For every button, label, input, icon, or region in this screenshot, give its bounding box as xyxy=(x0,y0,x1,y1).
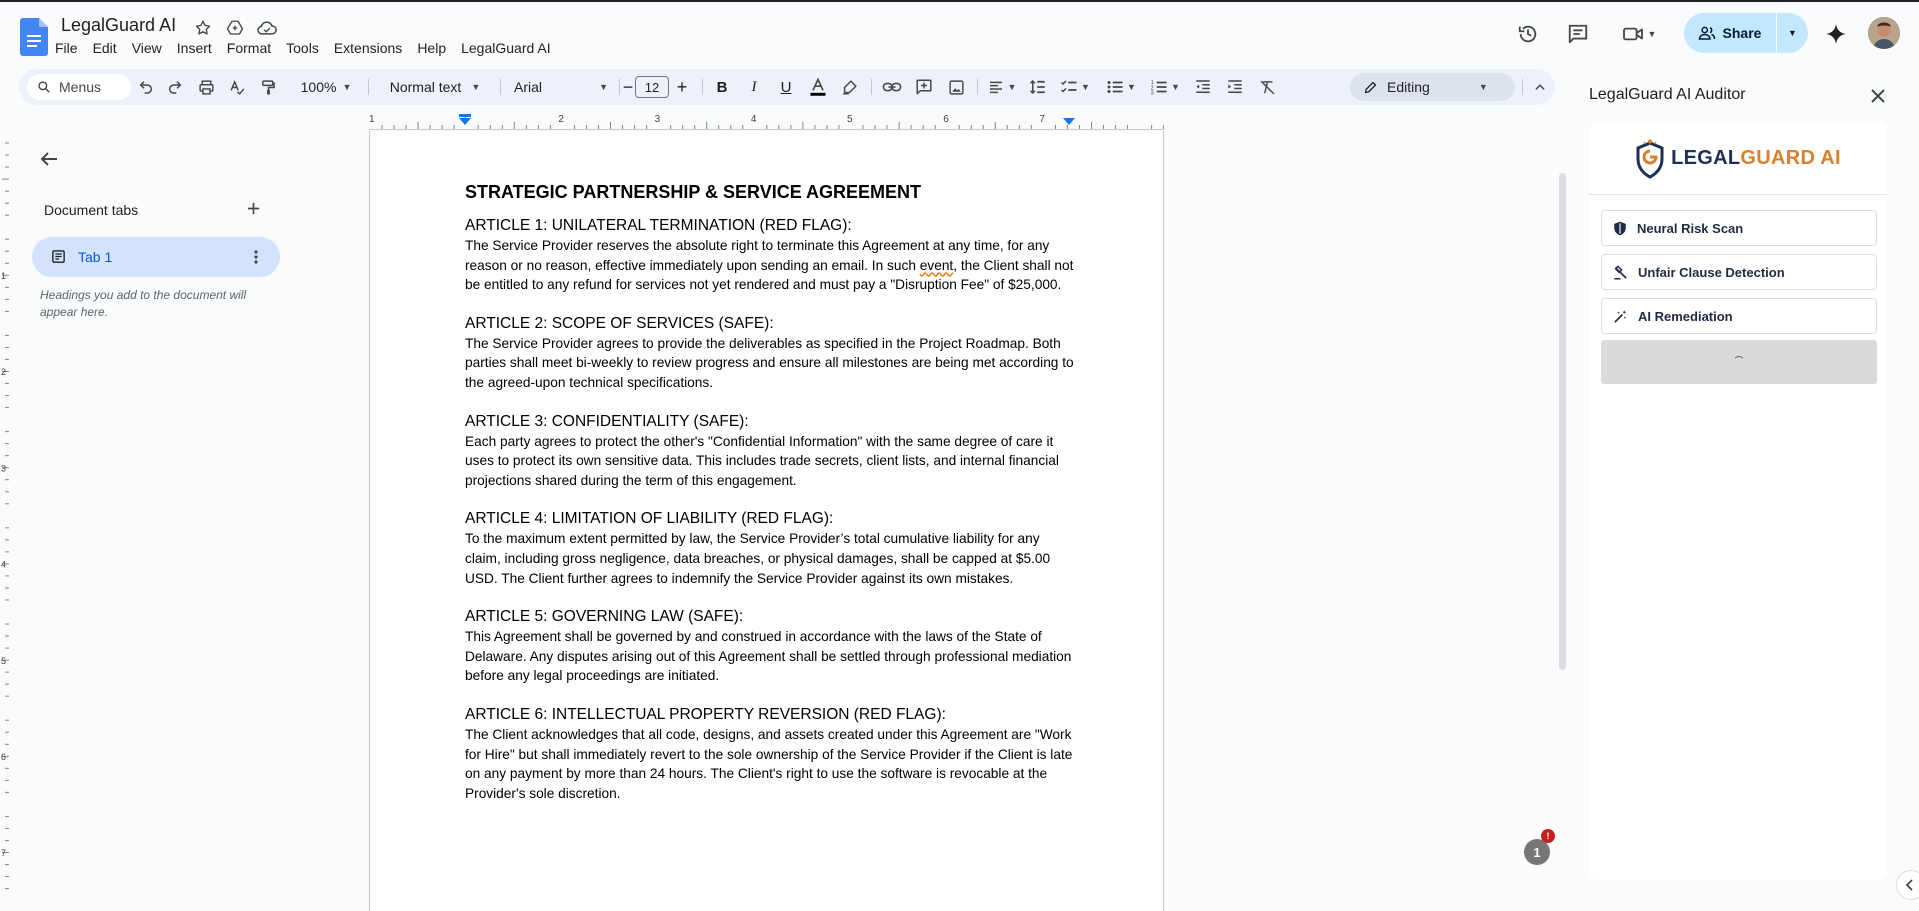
share-button[interactable] xyxy=(1684,13,1775,53)
ruler-number: 3 xyxy=(654,114,661,125)
vruler-number: 7 xyxy=(1,848,7,859)
article-title: ARTICLE 3: CONFIDENTIALITY (SAFE): xyxy=(465,412,749,430)
vruler-number: 2 xyxy=(1,367,7,378)
toolbar-divider xyxy=(368,79,369,95)
document-heading: STRATEGIC PARTNERSHIP & SERVICE AGREEMENT xyxy=(465,182,922,202)
article-title: ARTICLE 1: UNILATERAL TERMINATION (RED FLAG): xyxy=(465,217,852,234)
share-dropdown-button[interactable] xyxy=(1777,13,1808,53)
gavel-icon xyxy=(1613,265,1628,280)
menu-help[interactable]: Help xyxy=(417,40,447,56)
editing-mode-value: Editing xyxy=(1387,79,1430,95)
run-analysis-button-loading[interactable] xyxy=(1601,340,1877,384)
bulleted-list-select[interactable] xyxy=(1103,69,1139,105)
comments-icon[interactable] xyxy=(1560,16,1596,52)
version-history-icon[interactable] xyxy=(1510,16,1546,52)
spelling-suggestion-word[interactable]: event xyxy=(919,257,954,273)
gemini-sparkle-icon[interactable] xyxy=(1818,16,1854,52)
font-size-input[interactable]: 12 xyxy=(635,76,669,98)
ruler-number: 4 xyxy=(750,114,757,125)
add-tab-plus-icon[interactable] xyxy=(244,199,262,217)
editing-mode-select[interactable] xyxy=(1350,73,1515,101)
vruler-number: 5 xyxy=(1,655,7,666)
text-color-icon[interactable] xyxy=(805,69,831,105)
ruler-number: 6 xyxy=(943,114,949,125)
paragraph-style-value: Normal text xyxy=(389,79,462,95)
menu-edit[interactable]: Edit xyxy=(92,40,117,56)
auditor-card xyxy=(1589,123,1887,879)
tab-more-options-icon[interactable] xyxy=(246,247,266,267)
brand-wordmark-part2: GUARD AI xyxy=(1740,147,1841,169)
article-6 xyxy=(465,705,1075,803)
insert-image-icon[interactable] xyxy=(942,69,970,105)
highlight-color-icon[interactable] xyxy=(836,69,862,105)
add-comment-icon[interactable] xyxy=(910,69,938,105)
print-icon[interactable] xyxy=(193,69,219,105)
toolbar-divider xyxy=(871,79,872,95)
horizontal-ruler xyxy=(369,113,1164,131)
brand-wordmark-part1: LEGAL xyxy=(1671,147,1741,169)
legalguard-shield-logo-icon xyxy=(1635,139,1665,179)
meet-chevron-down-icon: ▼ xyxy=(1647,29,1657,39)
share-label: Share xyxy=(1722,25,1762,41)
italic-icon[interactable]: I xyxy=(751,78,757,95)
ai-remediation-option[interactable] xyxy=(1601,298,1877,334)
menu-bar xyxy=(55,39,566,57)
redo-icon[interactable] xyxy=(162,69,188,105)
close-outline-back-arrow-icon[interactable] xyxy=(37,147,61,171)
ruler-number: 5 xyxy=(847,114,853,125)
chevron-down-icon: ▼ xyxy=(599,82,608,92)
chevron-down-icon: ▼ xyxy=(1081,82,1090,92)
comment-alert-badge: ! xyxy=(1541,829,1555,843)
legalguard-brand xyxy=(1589,123,1887,195)
article-title: ARTICLE 2: SCOPE OF SERVICES (SAFE): xyxy=(465,314,774,332)
chevron-down-icon: ▼ xyxy=(1478,82,1488,92)
side-panel-expand-chevron-icon[interactable] xyxy=(1896,870,1919,900)
article-body: The Service Provider agrees to provide the deliverables as specified in the Project Roadmap. Both parties shall meet bi-weekly to review progress and ensure all milestones are being met according to the agreed-upon technical specifications. xyxy=(465,335,1074,390)
option-label: Neural Risk Scan xyxy=(1637,220,1744,236)
font-family-select[interactable] xyxy=(508,69,614,105)
bulleted-list-icon xyxy=(1106,78,1124,96)
article-3 xyxy=(465,412,1075,491)
vruler-number: 4 xyxy=(1,559,7,570)
left-indent-marker[interactable] xyxy=(459,118,471,125)
loading-spinner-icon xyxy=(1733,356,1745,368)
increase-font-size-icon[interactable]: + xyxy=(676,76,688,97)
search-icon xyxy=(37,80,51,94)
chevron-down-icon: ▼ xyxy=(1127,82,1136,92)
people-icon xyxy=(1698,25,1716,41)
menu-format[interactable]: Format xyxy=(226,40,272,56)
ruler-number: 1 xyxy=(369,114,375,125)
document-title[interactable]: LegalGuard AI xyxy=(61,15,177,35)
article-5 xyxy=(465,607,1075,686)
ruler-number: 7 xyxy=(1039,114,1045,125)
first-line-indent-marker[interactable] xyxy=(459,114,471,117)
svg-text:3: 3 xyxy=(1150,90,1154,96)
chevron-down-icon: ▼ xyxy=(1788,28,1797,38)
paint-format-icon[interactable] xyxy=(255,69,281,105)
align-select[interactable] xyxy=(984,69,1020,105)
article-title: ARTICLE 6: INTELLECTUAL PROPERTY REVERSION (RED FLAG): xyxy=(465,705,946,723)
document-scrollbar[interactable] xyxy=(1559,173,1566,670)
font-family-value: Arial xyxy=(514,79,543,95)
vruler-number: 6 xyxy=(1,752,7,762)
star-icon[interactable] xyxy=(192,17,214,39)
article-body: This Agreement shall be governed by and construed in accordance with the laws of the State of Delaware. Any disputes arising out of this Agreement shall be settled through professional mediation before any legal proceedings are initiated. xyxy=(465,629,1072,684)
legalguard-side-panel xyxy=(1574,70,1902,900)
chevron-down-icon: ▼ xyxy=(471,82,481,92)
right-indent-marker[interactable] xyxy=(1063,118,1075,125)
unfair-clause-detection-option[interactable] xyxy=(1601,254,1877,290)
document-tabs-heading: Document tabs xyxy=(44,202,139,218)
search-menus-input[interactable] xyxy=(27,74,131,100)
article-title: ARTICLE 4: LIMITATION OF LIABILITY (RED FLAG): xyxy=(465,510,834,528)
article-2 xyxy=(465,314,1075,393)
vruler-number: 1 xyxy=(1,271,7,281)
toolbar-divider xyxy=(1522,79,1523,95)
line-spacing-icon[interactable] xyxy=(1024,69,1052,105)
checklist-select[interactable] xyxy=(1057,69,1093,105)
article-4 xyxy=(465,509,1075,588)
user-avatar[interactable] xyxy=(1868,17,1900,49)
cloud-saved-icon[interactable] xyxy=(256,17,278,39)
svg-text:2: 2 xyxy=(1150,85,1154,92)
underline-icon[interactable]: U xyxy=(780,78,792,96)
decrease-indent-icon[interactable] xyxy=(1189,69,1217,105)
toolbar-divider xyxy=(500,79,501,95)
formatting-toolbar xyxy=(19,69,1555,105)
zoom-value: 100% xyxy=(300,79,337,95)
decrease-font-size-icon[interactable]: − xyxy=(622,76,634,97)
chevron-down-icon: ▼ xyxy=(342,82,352,92)
paragraph-style-select[interactable] xyxy=(376,69,494,105)
comment-count-badge[interactable]: 1 xyxy=(1524,839,1550,865)
side-panel-title: LegalGuard AI Auditor xyxy=(1589,86,1746,103)
numbered-list-select[interactable] xyxy=(1147,69,1183,105)
meet-video-button[interactable] xyxy=(1617,16,1661,52)
menu-legalguard-ai[interactable]: LegalGuard AI xyxy=(461,40,551,56)
chevron-down-icon: ▼ xyxy=(1171,82,1180,92)
increase-indent-icon[interactable] xyxy=(1221,69,1249,105)
menu-file[interactable]: File xyxy=(55,40,78,56)
article-body: Each party agrees to protect the other's "Confidential Information" with the same degree of care it uses to protect its own sensitive data. This includes trade secrets, client lists, and internal financial projections shared during the term of this engagement. xyxy=(465,433,1059,488)
article-1 xyxy=(465,216,1075,295)
undo-icon[interactable] xyxy=(133,69,159,105)
pencil-icon xyxy=(1363,80,1378,95)
vruler-number: 3 xyxy=(1,463,7,474)
menu-extensions[interactable]: Extensions xyxy=(333,40,403,56)
option-label: Unfair Clause Detection xyxy=(1638,264,1785,280)
document-body[interactable] xyxy=(465,182,1075,822)
toolbar-divider xyxy=(977,79,978,95)
close-panel-icon[interactable] xyxy=(1866,84,1890,108)
zoom-select[interactable] xyxy=(291,69,361,105)
bold-icon[interactable]: B xyxy=(716,78,728,96)
tab-label: Tab 1 xyxy=(78,249,113,265)
chevron-down-icon: ▼ xyxy=(1007,82,1017,92)
shield-icon xyxy=(1613,221,1627,236)
ruler-number: 2 xyxy=(558,114,564,125)
svg-text:1: 1 xyxy=(1150,80,1154,86)
brand-wordmark xyxy=(1671,147,1841,170)
article-body xyxy=(465,236,1075,295)
numbered-list-icon xyxy=(1150,78,1168,96)
article-body: To the maximum extent permitted by law, the Service Provider’s total cumulative liability for any claim, including gross negligence, data breaches, or physical damages, shall be capped at $5.00 USD. The Client further agrees to indemnify the Service Provider against its own mistakes. xyxy=(465,531,1051,586)
search-menus-label: Menus xyxy=(59,79,102,95)
vertical-ruler xyxy=(0,131,12,911)
insert-link-icon[interactable] xyxy=(878,69,906,105)
article-body: The Client acknowledges that all code, designs, and assets created under this Agreement are "Work for Hire" but shall immediately revert to the sole ownership of the Service Provider if the Client is late on any payment by more than 24 hours. The Client's right to use the software is revocable at the Provider's sole discretion. xyxy=(465,726,1073,801)
share-button-group xyxy=(1684,13,1808,53)
tab-1[interactable] xyxy=(32,237,280,277)
align-left-icon xyxy=(988,79,1004,95)
tab-document-icon xyxy=(51,249,66,264)
article-title: ARTICLE 5: GOVERNING LAW (SAFE): xyxy=(465,608,744,626)
article-body-text: The Service Provider reserves the absolute right to terminate this Agreement at any time, for any reason or no reason, effective immediately upon sending an email. In such xyxy=(465,238,1050,273)
neural-risk-scan-option[interactable] xyxy=(1601,210,1877,246)
option-label: AI Remediation xyxy=(1638,308,1733,324)
magic-wand-icon xyxy=(1613,309,1628,324)
menu-insert[interactable]: Insert xyxy=(176,40,212,56)
menu-tools[interactable]: Tools xyxy=(286,40,319,56)
docs-header xyxy=(0,2,1919,66)
ruler-baseline xyxy=(369,129,1164,130)
menu-view[interactable]: View xyxy=(131,40,162,56)
outline-empty-hint: Headings you add to the document will appear here. xyxy=(40,288,247,319)
article-body-text: , the Client shall not be entitled to any refund for services not yet rendered and must pay a "Disruption Fee" of $25,000. xyxy=(465,257,1074,293)
toolbar-divider xyxy=(702,79,703,95)
move-to-drive-icon[interactable] xyxy=(224,17,246,39)
spellcheck-icon[interactable] xyxy=(224,69,250,105)
checklist-icon xyxy=(1060,78,1078,96)
hide-menus-chevron-up-icon[interactable] xyxy=(1528,69,1552,105)
clear-formatting-icon[interactable] xyxy=(1253,69,1281,105)
docs-logo-icon[interactable] xyxy=(20,18,48,56)
